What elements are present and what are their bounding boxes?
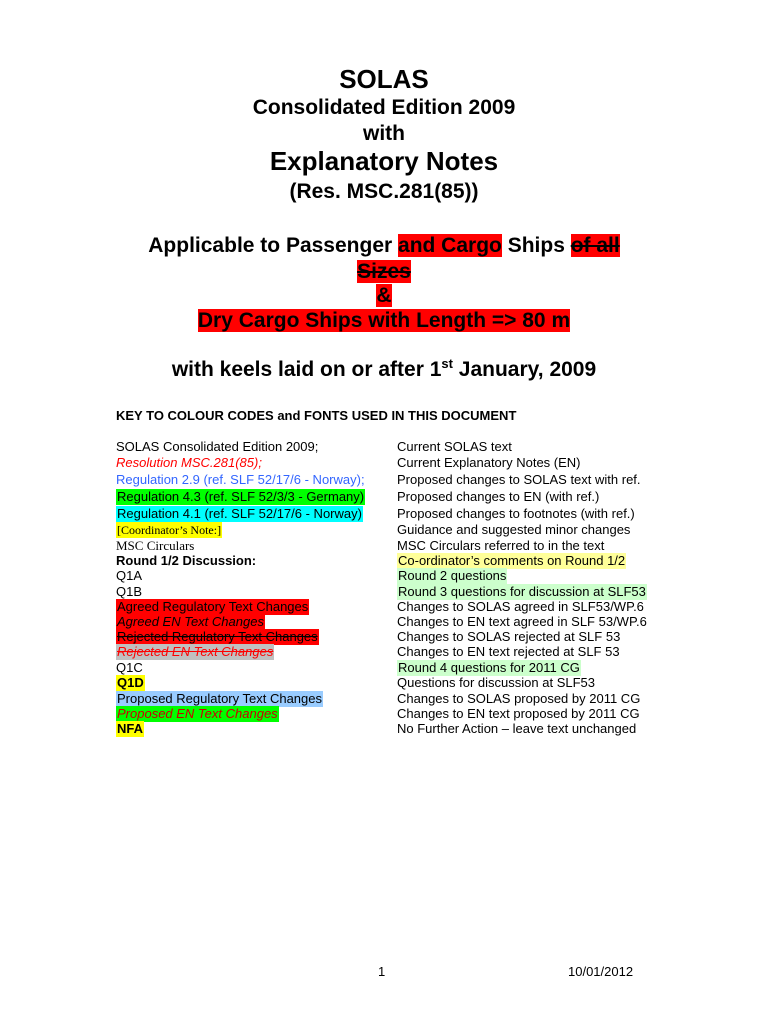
document-heading-explanatory-notes: Explanatory Notes xyxy=(269,146,499,176)
key-description: Changes to EN text proposed by 2011 CG xyxy=(397,706,640,721)
key-label: Q1B xyxy=(116,584,143,599)
key-row xyxy=(0,721,768,737)
applicability-text: Ships xyxy=(501,234,571,257)
key-label: Round 1/2 Discussion: xyxy=(116,553,257,568)
key-description: Changes to SOLAS proposed by 2011 CG xyxy=(397,691,641,706)
key-label: MSC Circulars xyxy=(116,538,195,553)
footer-date: 10/01/2012 xyxy=(568,964,634,979)
key-row xyxy=(0,584,768,600)
key-row xyxy=(0,439,768,455)
key-label: Rejected Regulatory Text Changes xyxy=(117,629,318,644)
applicability-cargo-highlight: and Cargo xyxy=(398,234,502,257)
key-row xyxy=(0,644,768,660)
applicability-deleted-text: of all xyxy=(570,234,620,257)
key-row xyxy=(0,538,768,554)
key-label: Rejected EN Text Changes xyxy=(117,644,274,659)
applicability-line-3 xyxy=(0,284,768,308)
key-row xyxy=(0,660,768,676)
applicability-text: Applicable to Passenger xyxy=(148,234,399,257)
key-row xyxy=(0,506,768,522)
key-description: Proposed changes to SOLAS text with ref. xyxy=(397,472,641,487)
key-label: Regulation 4.3 (ref. SLF 52/3/3 - Germany) xyxy=(117,489,365,504)
keels-superscript: st xyxy=(441,356,453,371)
key-row xyxy=(0,629,768,645)
key-label: Q1C xyxy=(116,660,143,675)
key-label: [Coordinator’s Note:] xyxy=(117,523,222,537)
key-description: MSC Circulars referred to in the text xyxy=(397,538,605,553)
key-label: Proposed EN Text Changes xyxy=(117,706,278,721)
key-row xyxy=(0,522,768,538)
key-description: Proposed changes to EN (with ref.) xyxy=(397,489,600,504)
key-description: Round 2 questions xyxy=(398,568,507,583)
key-heading: KEY TO COLOUR CODES and FONTS USED IN THIS DOCUMENT xyxy=(116,408,517,423)
key-description: Questions for discussion at SLF53 xyxy=(397,675,595,690)
key-label: NFA xyxy=(117,721,143,736)
key-row xyxy=(0,675,768,691)
key-row xyxy=(0,553,768,569)
key-label: Regulation 4.1 (ref. SLF 52/17/6 - Norway) xyxy=(117,506,362,521)
key-description: Current Explanatory Notes (EN) xyxy=(397,455,581,470)
key-row xyxy=(0,455,768,471)
key-description: Proposed changes to footnotes (with ref.) xyxy=(397,506,635,521)
keels-text-date: January, 2009 xyxy=(452,358,597,381)
applicability-dry-cargo: Dry Cargo Ships with Length => 80 m xyxy=(197,309,571,332)
keels-text: with keels laid on or after 1 xyxy=(171,358,442,381)
key-description: No Further Action – leave text unchanged xyxy=(397,721,637,736)
key-label: Q1A xyxy=(116,568,143,583)
key-label: Resolution MSC.281(85); xyxy=(116,455,262,470)
key-label: Agreed Regulatory Text Changes xyxy=(117,599,309,614)
document-title: SOLAS xyxy=(339,64,429,94)
keels-laid-statement xyxy=(0,358,768,382)
key-description: Changes to SOLAS agreed in SLF53/WP.6 xyxy=(397,599,644,614)
key-description: Changes to EN text rejected at SLF 53 xyxy=(397,644,620,659)
key-label: Agreed EN Text Changes xyxy=(117,614,264,629)
key-description: Round 3 questions for discussion at SLF53 xyxy=(398,584,646,599)
key-description: Changes to EN text agreed in SLF 53/WP.6 xyxy=(397,614,647,629)
key-row xyxy=(0,691,768,707)
document-subtitle-with: with xyxy=(363,122,405,145)
applicability-line-4 xyxy=(0,309,768,333)
key-row xyxy=(0,706,768,722)
key-row xyxy=(0,472,768,488)
key-row xyxy=(0,489,768,505)
page-number: 1 xyxy=(378,964,386,979)
key-description: Guidance and suggested minor changes xyxy=(397,522,631,537)
key-description: Current SOLAS text xyxy=(397,439,512,454)
key-label: Regulation 2.9 (ref. SLF 52/17/6 - Norway); xyxy=(116,472,365,487)
applicability-line-2 xyxy=(0,260,768,284)
applicability-line-1 xyxy=(0,234,768,258)
key-label: Proposed Regulatory Text Changes xyxy=(117,691,322,706)
key-row xyxy=(0,614,768,630)
key-description: Round 4 questions for 2011 CG xyxy=(398,660,580,675)
applicability-ampersand: & xyxy=(376,284,392,307)
applicability-deleted-sizes: Sizes xyxy=(357,260,411,283)
document-subtitle: Consolidated Edition 2009 xyxy=(252,96,516,119)
key-label: SOLAS Consolidated Edition 2009; xyxy=(116,439,319,454)
key-description: Changes to SOLAS rejected at SLF 53 xyxy=(397,629,621,644)
resolution-reference: (Res. MSC.281(85)) xyxy=(289,180,479,203)
key-row xyxy=(0,568,768,584)
key-label: Q1D xyxy=(117,675,144,690)
key-description: Co-ordinator’s comments on Round 1/2 xyxy=(398,553,626,568)
key-row xyxy=(0,599,768,615)
